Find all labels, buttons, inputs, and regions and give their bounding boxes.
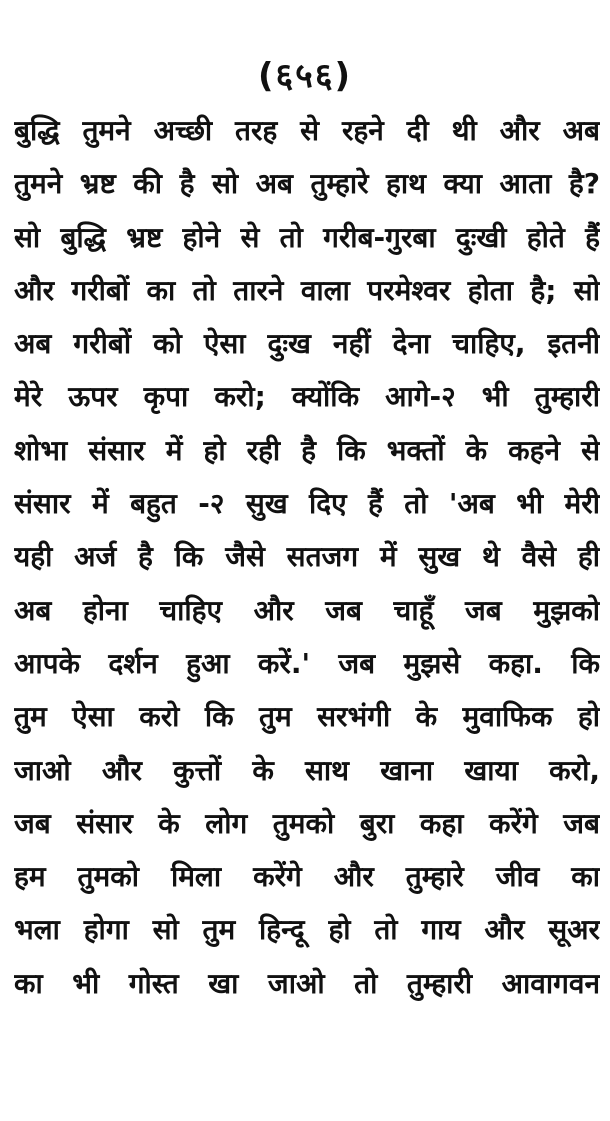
text-line: सो बुद्धि भ्रष्ट होने से तो गरीब-गुरबा दुःखी होते हैं — [14, 220, 600, 254]
text-line: संसार में बहुत -२ सुख दिए हैं तो 'अब भी मेरी — [14, 487, 600, 521]
text-line: अब होना चाहिए और जब चाहूँ जब मुझको — [14, 593, 600, 627]
text-line: बुद्धि तुमने अच्छी तरह से रहने दी थी और अब — [14, 114, 600, 147]
text-line: शोभा संसार में हो रही है कि भक्तों के कहने से — [14, 433, 600, 467]
page-number: (६५६) — [257, 56, 353, 96]
text-line: तुमने भ्रष्ट की है सो अब तुम्हारे हाथ क्या आता है? — [14, 167, 600, 201]
text-line: जाओ और कुत्तों के साथ खाना खाया करो, — [14, 753, 600, 787]
text-line: यही अर्ज है कि जैसे सतजग में सुख थे वैसे ही — [14, 540, 600, 574]
text-line: भला होगा सो तुम हिन्दू हो तो गाय और सूअर — [14, 913, 600, 947]
text-line: आपके दर्शन हुआ करें.' जब मुझसे कहा. कि — [14, 646, 600, 680]
page-body-text — [14, 104, 600, 1010]
text-line: मेरे ऊपर कृपा करो; क्योंकि आगे-२ भी तुम्हारी — [14, 380, 600, 414]
text-line: का भी गोस्त खा जाओ तो तुम्हारी आवागवन — [14, 966, 600, 1000]
text-line: तुम ऐसा करो कि तुम सरभंगी के मुवाफिक हो — [14, 700, 600, 734]
text-line: जब संसार के लोग तुमको बुरा कहा करेंगे जब — [14, 806, 600, 840]
text-line: और गरीबों का तो तारने वाला परमेश्वर होता है; सो — [14, 273, 600, 307]
text-line: अब गरीबों को ऐसा दुःख नहीं देना चाहिए, इतनी — [14, 327, 600, 361]
text-line: हम तुमको मिला करेंगे और तुम्हारे जीव का — [14, 860, 600, 894]
